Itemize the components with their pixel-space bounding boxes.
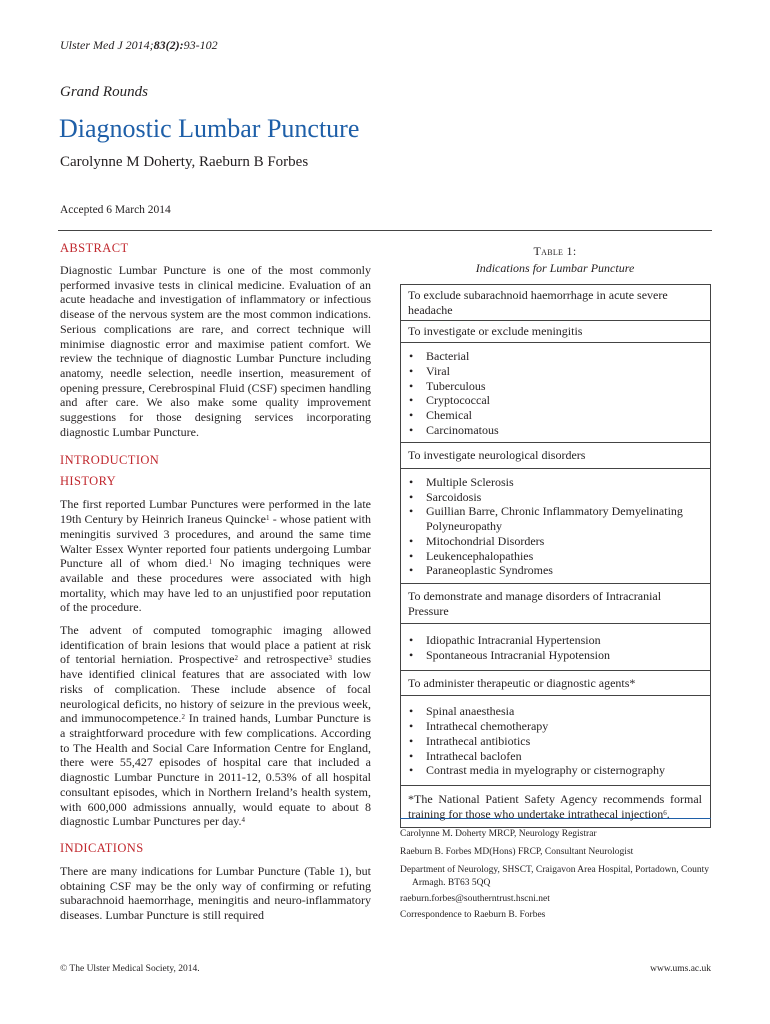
list-item: • Intrathecal chemotherapy xyxy=(408,719,702,734)
affiliation-author-1: Carolynne M. Doherty MRCP, Neurology Registrar xyxy=(400,829,597,839)
table-row xyxy=(401,343,710,443)
indications-table xyxy=(400,284,711,828)
header-divider xyxy=(58,230,712,231)
agents-list xyxy=(408,699,702,782)
table-row: To administer therapeutic or diagnostic agents* xyxy=(401,671,710,697)
footer-website-link[interactable]: www.ums.ac.uk xyxy=(650,964,711,974)
list-item: • Intrathecal baclofen xyxy=(408,749,702,764)
indications-heading: INDICATIONS xyxy=(60,840,144,855)
list-item: • Multiple Sclerosis xyxy=(408,475,702,490)
table-caption: Indications for Lumbar Puncture xyxy=(475,261,635,275)
table-row xyxy=(401,696,710,786)
section-label: Grand Rounds xyxy=(60,84,148,100)
list-item: • Sarcoidosis xyxy=(408,490,702,505)
table-row: To investigate or exclude meningitis xyxy=(401,321,710,343)
list-item: • Bacterial xyxy=(408,349,702,364)
pressure-list xyxy=(408,627,702,666)
introduction-heading: INTRODUCTION xyxy=(60,453,160,468)
list-item: • Chemical xyxy=(408,408,702,423)
accepted-date: Accepted 6 March 2014 xyxy=(60,204,171,216)
left-column xyxy=(60,238,371,923)
neuro-list xyxy=(408,472,702,580)
list-item: • Intrathecal antibiotics xyxy=(408,734,702,749)
affiliation-department: Department of Neurology, SHSCT, Craigavon Area Hospital, Portadown, County Armagh. BT63 5QQ xyxy=(400,865,709,888)
history-paragraph-1: The first reported Lumbar Punctures were performed in the late 19th Century by Heinrich Iraneus Quincke$^1$ - whose patient with meningitis survived 3 procedures, and around the same time Walter Essex Wynter reported four patients undergoing Lumbar Puncture all of whom died.$^1$ No imaging techniques were available and these procedures were associated with high mortality, which may have led to an unjustified poor reputation of the procedure. xyxy=(60,497,371,615)
list-item: • Mitochondrial Disorders xyxy=(408,534,702,549)
table-row xyxy=(401,469,710,584)
article-title: Diagnostic Lumbar Puncture xyxy=(59,114,360,143)
table-label: Table 1: xyxy=(533,244,577,258)
table-row xyxy=(401,624,710,670)
affiliation-author-2: Raeburn B. Forbes MD(Hons) FRCP, Consultant Neurologist xyxy=(400,847,634,857)
list-item: • Leukencephalopathies xyxy=(408,549,702,564)
list-item: • Paraneoplastic Syndromes xyxy=(408,563,702,578)
author-list: Carolynne M Doherty, Raeburn B Forbes xyxy=(60,154,309,170)
table-footnote: *The National Patient Safety Agency recommends formal training for those who undertake intrathecal injection$^6$. xyxy=(408,791,702,821)
affiliation-divider xyxy=(400,818,711,819)
history-paragraph-2: The advent of computed tomographic imaging allowed identification of brain lesions that would place a patient at risk of tentorial herniation. Prospective$^2$ and retrospective$^3$ studies have identified clinical features that are associated with low risks of complication. These include absence of focal neurological deficits, no history of seizure in the previous week, and immunocompetence.$^2$ In trained hands, Lumbar Puncture is a straightforward procedure with few complications. According to The Health and Social Care Information Centre for England, there were 55,427 episodes of hospital care that included a diagnostic Lumbar Puncture in 2011-12, 0.53% of all hospital consultant episodes, which in Northern Ireland’s health system, with 600,000 admissions annually, would equate to about 8 diagnostic Lumbar Punctures per day.$^4$ xyxy=(60,623,371,829)
correspondence-line: Correspondence to Raeburn B. Forbes xyxy=(400,910,546,920)
history-heading: HISTORY xyxy=(60,474,117,489)
list-item: • Spinal anaesthesia xyxy=(408,704,702,719)
table-row: To investigate neurological disorders xyxy=(401,443,710,469)
abstract-text: Diagnostic Lumbar Puncture is one of the most commonly performed invasive tests in clinical medicine. Evaluation of an acute headache and investigation of inflammatory or infectious disease of the nervous system are the most common indications. Serious complications are rare, and correct technique will minimise diagnostic error and maximise patient comfort. We review the technique of diagnostic Lumbar Puncture including anatomy, needle selection, needle insertion, measurement of opening pressure, Cerebrospinal Fluid (CSF) specimen handling and after care. We also make some quality improvement suggestions for those designing services incorporating diagnostic Lumbar Puncture. xyxy=(60,263,371,439)
list-item: • Idiopathic Intracranial Hypertension xyxy=(408,633,702,648)
meningitis-list xyxy=(408,346,702,439)
abstract-heading: ABSTRACT xyxy=(60,241,129,255)
list-item: • Guillian Barre, Chronic Inflammatory Demyelinating Polyneuropathy xyxy=(408,504,702,533)
list-item: • Contrast media in myelography or cisternography xyxy=(408,763,702,778)
list-item: • Cryptococcal xyxy=(408,393,702,408)
footer-copyright: © The Ulster Medical Society, 2014. xyxy=(60,964,200,974)
list-item: • Spontaneous Intracranial Hypotension xyxy=(408,648,702,663)
indications-text: There are many indications for Lumbar Puncture (Table 1), but obtaining CSF may be the only way of confirming or refuting subarachnoid haemorrhage, meningitis and neuro-inflammatory diseases. Lumbar Puncture is still required xyxy=(60,863,371,923)
journal-citation: Ulster Med J 2014;83(2):93-102 xyxy=(60,38,218,52)
list-item: • Viral xyxy=(408,364,702,379)
correspondence-email[interactable]: raeburn.forbes@southerntrust.hscni.net xyxy=(400,894,550,904)
table-row: To demonstrate and manage disorders of Intracranial Pressure xyxy=(401,584,710,624)
table-row: To exclude subarachnoid haemorrhage in acute severe headache xyxy=(401,285,710,321)
list-item: • Carcinomatous xyxy=(408,423,702,438)
list-item: • Tuberculous xyxy=(408,379,702,394)
